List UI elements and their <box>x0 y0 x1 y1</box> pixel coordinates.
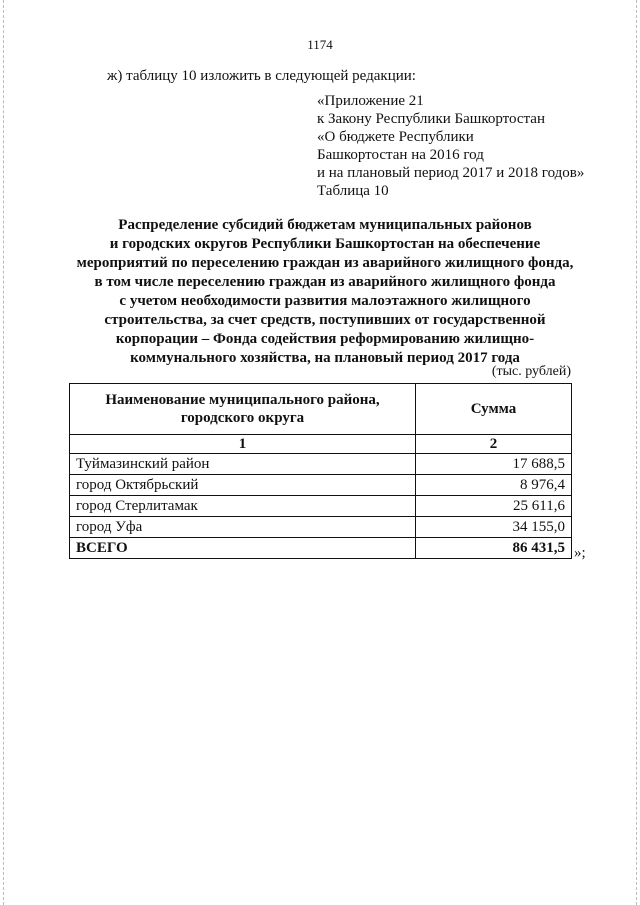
row-amount: 34 155,0 <box>416 517 572 538</box>
total-row <box>70 538 572 559</box>
subsidy-table <box>69 383 572 559</box>
table-row <box>70 475 572 496</box>
row-name: город Уфа <box>70 517 416 538</box>
heading-line: с учетом необходимости развития малоэтажного жилищного <box>119 293 531 309</box>
table-heading <box>60 216 590 368</box>
heading-line: Распределение субсидий бюджетам муниципальных районов <box>118 217 532 233</box>
appendix-line: к Закону Республики Башкортостан <box>317 111 545 127</box>
row-amount: 17 688,5 <box>416 454 572 475</box>
table-header-row <box>70 384 572 435</box>
column-number-row <box>70 435 572 454</box>
appendix-line: и на плановый период 2017 и 2018 годов» <box>317 165 585 181</box>
heading-line: и городских округов Республики Башкортостан на обеспечение <box>109 236 541 252</box>
table-row <box>70 454 572 475</box>
row-name: город Октябрьский <box>70 475 416 496</box>
appendix-line: «О бюджете Республики <box>317 129 474 145</box>
table-row <box>70 496 572 517</box>
heading-line: в том числе переселению граждан из аварийного жилищного фонда <box>94 274 556 290</box>
column-number: 2 <box>416 435 572 454</box>
page-edge-right <box>636 0 637 905</box>
column-number: 1 <box>70 435 416 454</box>
header-name <box>70 384 416 435</box>
heading-line: коммунального хозяйства, на плановый период 2017 года <box>130 350 520 366</box>
row-name: город Стерлитамак <box>70 496 416 517</box>
appendix-line: «Приложение 21 <box>317 93 424 109</box>
row-name: Туймазинский район <box>70 454 416 475</box>
table-row <box>70 517 572 538</box>
page-number: 1174 <box>307 37 333 52</box>
closing-quote: »; <box>574 545 586 561</box>
header-name-line: городского округа <box>180 410 305 426</box>
intro-text: ж) таблицу 10 изложить в следующей редакции: <box>107 68 416 84</box>
total-label: ВСЕГО <box>70 538 416 559</box>
total-amount: 86 431,5 <box>416 538 572 559</box>
page-edge-left <box>3 0 4 905</box>
appendix-reference <box>317 92 584 200</box>
heading-line: строительства, за счет средств, поступивших от государственной <box>104 312 546 328</box>
row-amount: 8 976,4 <box>416 475 572 496</box>
heading-line: корпорации – Фонда содействия реформированию жилищно- <box>115 331 535 347</box>
appendix-line: Башкортостан на 2016 год <box>317 147 484 163</box>
table-number: Таблица 10 <box>317 183 389 199</box>
row-amount: 25 611,6 <box>416 496 572 517</box>
header-amount: Сумма <box>416 384 572 435</box>
heading-line: мероприятий по переселению граждан из аварийного жилищного фонда, <box>76 255 574 271</box>
units-label: (тыс. рублей) <box>491 364 571 379</box>
header-name-line: Наименование муниципального района, <box>105 392 380 408</box>
